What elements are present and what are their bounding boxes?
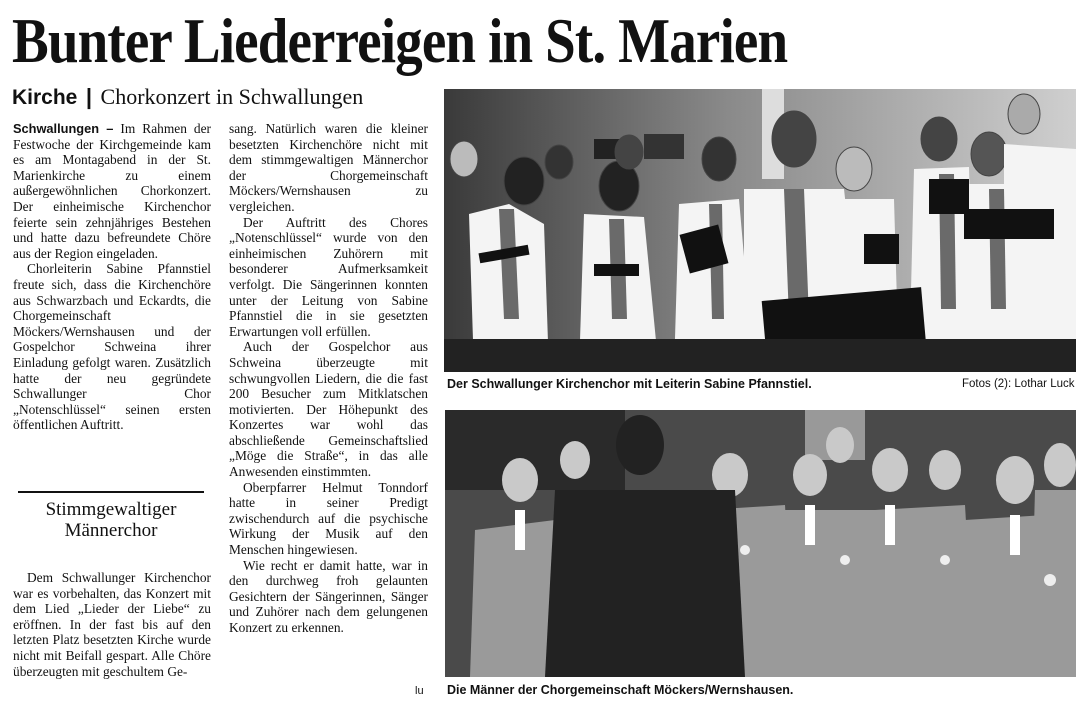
- paragraph: [13, 121, 211, 261]
- photo-caption-bottom: Die Männer der Chorgemeinschaft Möckers/Wernshausen.: [447, 683, 794, 697]
- paragraph: Wie recht er damit hatte, war in den durchweg froh gelaunten Gesichtern der Sängerinnen, Sänger und Zuhörer nach dem gelungenen Konzert zu erkennen.: [229, 557, 428, 635]
- article-column-2: [229, 121, 428, 636]
- headline: Bunter Liederreigen in St. Marien: [12, 5, 788, 76]
- paragraph: Dem Schwallunger Kirchenchor war es vorbehalten, das Konzert mit dem Lied „Lieder der Liebe“ zu eröffnen. In der fast bis auf den letzten Platz besetzten Kirche wurde nicht mit Beifall gespart. Alle Chöre überzeugten mit geschultem Ge-: [13, 570, 211, 679]
- article-column-1-continued: [13, 570, 211, 679]
- paragraph-text: Im Rahmen der Festwoche der Kirchgemeinde kam es am Montagabend in der St. Marienkirche zu einem außergewöhnlichen Chorkonzert. Der einheimische Kirchenchor feierte sein zehnjähriges Bestehen und hatte dazu befreundete Chöre aus der Region eingeladen.: [13, 121, 211, 261]
- author-signature: lu: [415, 685, 424, 697]
- paragraph: Auch der Gospelchor aus Schweina überzeugte mit schwungvollen Liedern, die die fast 200 Besucher zum Mitklatschen motivierten. Der Höhepunkt des Konzertes war wohl das abschließende Gemeinschaftslied „Möge die Straße“, in das alle Anwesenden einstimmten.: [229, 339, 428, 480]
- kicker: [12, 84, 363, 110]
- article-column-1: [13, 121, 211, 433]
- photo-caption-top: Der Schwallunger Kirchenchor mit Leiterin Sabine Pfannstiel.: [447, 377, 812, 391]
- paragraph: sang. Natürlich waren die kleiner besetzten Kirchenchöre nicht mit dem stimmgewaltigen Männerchor der Chorgemeinschaft Möckers/Wernshausen zu vergleichen.: [229, 121, 428, 214]
- paragraph: Der Auftritt des Chores „Notenschlüssel“ wurde von den einheimischen Zuhörern mit besonderer Aufmerksamkeit verfolgt. Die Sängerinnen konnten unter der Leitung von Sabine Pfannstiel die in sie gesetzten Erwartungen voll erfüllen.: [229, 214, 428, 339]
- photo-credit: Fotos (2): Lothar Luck: [962, 378, 1075, 390]
- dateline: Schwallungen –: [13, 121, 114, 136]
- photo-mens-choir-image: [445, 410, 1076, 677]
- topline: Chorkonzert in Schwallungen: [100, 84, 364, 109]
- rubric: Kirche: [12, 86, 78, 109]
- photo-mens-choir: [445, 410, 1076, 677]
- paragraph: Oberpfarrer Helmut Tonndorf hatte in seiner Predigt zwischendurch auf die psychische Wirkung der Musik auf den Menschen hingewiesen.: [229, 479, 428, 558]
- kicker-separator: |: [85, 84, 93, 109]
- photo-womens-choir-image: [444, 89, 1076, 372]
- subheading: Stimmgewaltiger Männerchor: [18, 491, 204, 541]
- photo-womens-choir: [444, 89, 1076, 372]
- paragraph: Chorleiterin Sabine Pfannstiel freute sich, dass die Kirchenchöre aus Schwarzbach und Eckardts, die Chorgemeinschaft Möckers/Wernshausen und der Gospelchor Schweina ihrer Einladung gefolgt waren. Zusätzlich hatte der neu gegründete Schwallunger Chor „Notenschlüssel“ seinen ersten öffentlichen Auftritt.: [13, 261, 211, 433]
